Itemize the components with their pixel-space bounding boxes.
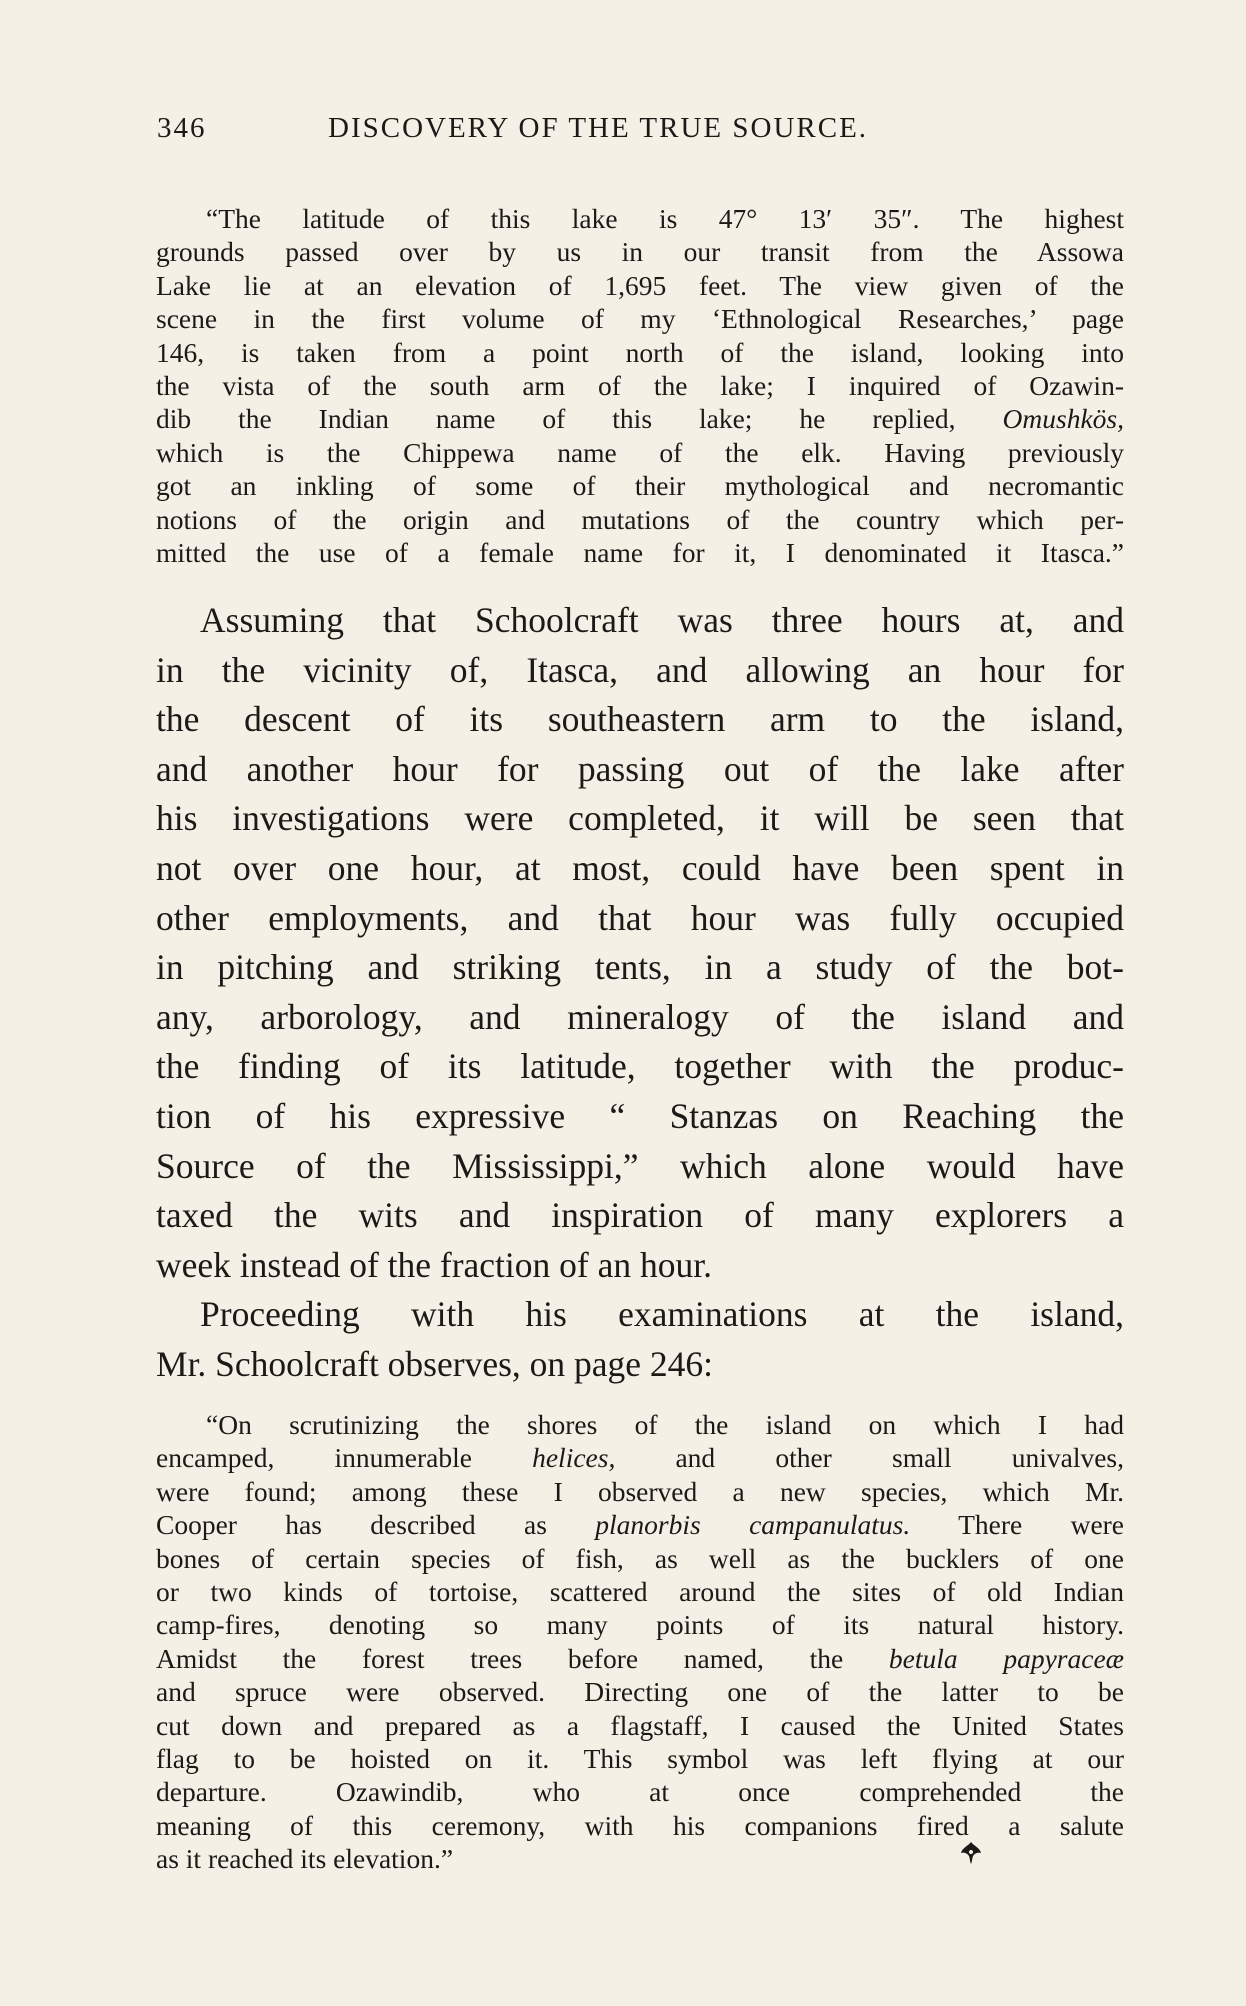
body-line: Assuming that Schoolcraft was three hours at, and: [200, 600, 1124, 640]
body-line: other employments, and that hour was fully occupied: [156, 897, 1124, 938]
quote-line: “On scrutinizing the shores of the island on which I had: [206, 1409, 1124, 1440]
page-header: [157, 112, 957, 152]
quote-line: bones of certain species of fish, as well as the bucklers of one: [156, 1542, 1124, 1574]
quote-line: [156, 1441, 1124, 1474]
quote-line: notions of the origin and mutations of the country which per-: [156, 503, 1124, 535]
quote-line: Lake lie at an elevation of 1,695 feet. The view given of the: [156, 269, 1124, 301]
body-line: in pitching and striking tents, in a study of the bot-: [156, 947, 1124, 988]
quote-line: “The latitude of this lake is 47° 13′ 35″. The highest: [206, 203, 1124, 234]
quote-text: dib the Indian name of this lake; he replied,: [156, 403, 1003, 435]
quote-line: [156, 1508, 1124, 1541]
body-line: and another hour for passing out of the lake after: [156, 748, 1124, 789]
quote-line: mitted the use of a female name for it, I denominated it Itasca.”: [156, 536, 1124, 568]
italic-term: betula papyraceæ: [888, 1642, 1124, 1674]
running-head: DISCOVERY OF THE TRUE SOURCE.: [328, 112, 869, 144]
quote-line: were found; among these I observed a new species, which Mr.: [156, 1475, 1124, 1507]
quote-line: flag to be hoisted on it. This symbol was left flying at our: [156, 1742, 1124, 1774]
quote-line: grounds passed over by us in our transit from the Assowa: [156, 236, 1124, 268]
quote-line: which is the Chippewa name of the elk. Having previously: [156, 436, 1124, 468]
body-line: in the vicinity of, Itasca, and allowing an hour for: [156, 649, 1124, 690]
printer-ornament-icon: [959, 1841, 983, 1865]
body-line: Source of the Mississippi,” which alone would have: [156, 1145, 1124, 1186]
body-line: any, arborology, and mineralogy of the island and: [156, 996, 1124, 1037]
body-line: Proceeding with his examinations at the island,: [200, 1294, 1124, 1335]
quote-line: meaning of this ceremony, with his companions fired a salute: [156, 1809, 1124, 1841]
body-paragraphs: [156, 596, 1124, 1390]
quotation-island: [156, 1408, 1124, 1875]
quote-line: or two kinds of tortoise, scattered around the sites of old Indian: [156, 1575, 1124, 1607]
quote-line: [156, 402, 1124, 435]
body-line: not over one hour, at most, could have been spent in: [156, 847, 1124, 888]
quote-line: camp-fires, denoting so many points of its natural history.: [156, 1609, 1124, 1641]
quotation-latitude: [156, 202, 1124, 569]
quote-text: There were: [910, 1509, 1125, 1541]
quote-line: [156, 1642, 1124, 1675]
quote-text: Amidst the forest trees before named, the: [156, 1642, 889, 1674]
body-line: the finding of its latitude, together with the produc-: [156, 1046, 1124, 1087]
quote-line: got an inkling of some of their mythological and necromantic: [156, 470, 1124, 502]
quote-line: departure. Ozawindib, who at once comprehended the: [156, 1776, 1124, 1808]
quote-text: Cooper has described as: [156, 1509, 596, 1541]
quote-text: and other small univalves,: [615, 1442, 1124, 1474]
italic-term: Omushkös,: [1002, 403, 1124, 435]
italic-term: helices,: [532, 1442, 616, 1474]
quote-line: cut down and prepared as a flagstaff, I caused the United States: [156, 1709, 1124, 1741]
quote-line: and spruce were observed. Directing one of the latter to be: [156, 1676, 1124, 1708]
quote-line: 146, is taken from a point north of the island, looking into: [156, 336, 1124, 368]
italic-term: planorbis campanulatus.: [595, 1509, 911, 1541]
quote-line: as it reached its elevation.”: [156, 1843, 454, 1875]
body-line: tion of his expressive “ Stanzas on Reaching the: [156, 1095, 1124, 1136]
body-line: the descent of its southeastern arm to the island,: [156, 699, 1124, 740]
body-line: week instead of the fraction of an hour.: [156, 1244, 712, 1285]
page-number: 346: [157, 112, 207, 144]
body-line: taxed the wits and inspiration of many explorers a: [156, 1195, 1124, 1236]
quote-line: scene in the first volume of my ‘Ethnological Researches,’ page: [156, 303, 1124, 335]
quote-line: the vista of the south arm of the lake; I inquired of Ozawin-: [156, 369, 1124, 401]
quote-text: encamped, innumerable: [156, 1442, 533, 1474]
body-line: his investigations were completed, it will be seen that: [156, 798, 1124, 839]
body-line: Mr. Schoolcraft observes, on page 246:: [156, 1343, 714, 1384]
